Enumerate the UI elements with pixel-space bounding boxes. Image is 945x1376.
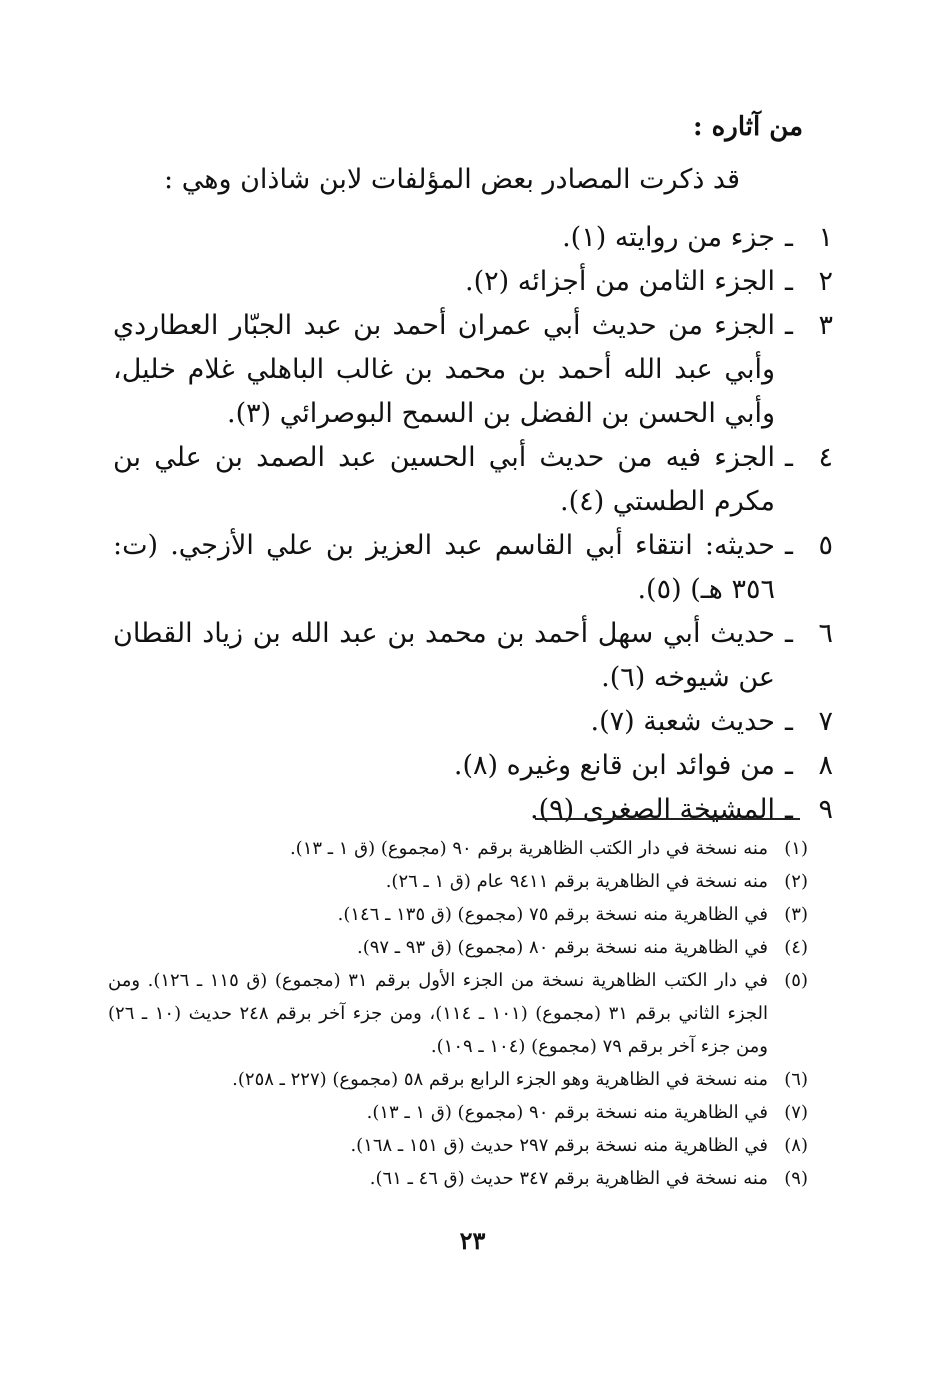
- work-dash: ـ: [785, 222, 793, 253]
- work-dash: ـ: [785, 750, 793, 781]
- footnote-item: [108, 865, 808, 898]
- footnote-item: [108, 931, 808, 964]
- work-dash: ـ: [785, 706, 793, 737]
- footnote-item: [108, 898, 808, 931]
- footnote-text: في دار الكتب الظاهرية نسخة من الجزء الأول برقم ٣١ (مجموع) (ق ١١٥ ـ ١٢٦). ومن الجزء الثاني برقم ٣١ (مجموع) (١٠١ ـ ١١٤)، ومن جزء آخر برقم ٢٤٨ حديث (١٠ ـ ٢٦) ومن جزء آخر برقم ٧٩ (مجموع) (١٠٤ ـ ١٠٩).: [108, 970, 769, 1057]
- footnote-text: منه نسخة في الظاهرية برقم ٩٤١١ عام (ق ١ ـ ٢٦).: [385, 871, 768, 892]
- work-dash: ـ: [785, 266, 793, 297]
- work-number: ٧: [818, 706, 833, 737]
- footnote-text: في الظاهرية منه نسخة برقم ٨٠ (مجموع) (ق ٩٣ ـ ٩٧).: [356, 937, 768, 958]
- footnote-item: [108, 1162, 808, 1195]
- work-text: حديثه: انتقاء أبي القاسم عبد العزيز بن علي الأزجي. (ت: ٣٥٦ هـ) (٥).: [113, 530, 775, 605]
- footnote-text: منه نسخة في الظاهرية برقم ٣٤٧ حديث (ق ٤٦ ـ ٦١).: [369, 1168, 768, 1189]
- works-list: [113, 216, 833, 832]
- footnote-text: منه نسخة في دار الكتب الظاهرية برقم ٩٠ (مجموع) (ق ١ ـ ١٣).: [289, 838, 768, 859]
- footnote-divider: [535, 818, 800, 820]
- work-number: ١: [818, 222, 833, 253]
- work-item: [113, 260, 833, 304]
- work-number: ٩: [818, 794, 833, 825]
- work-item: [113, 436, 833, 524]
- footnote-marker: (٢): [784, 871, 808, 892]
- footnote-item: [108, 1129, 808, 1162]
- footnote-item: [108, 1063, 808, 1096]
- work-item: [113, 744, 833, 788]
- footnote-marker: (٩): [784, 1168, 808, 1189]
- work-text: حديث أبي سهل أحمد بن محمد بن عبد الله بن زياد القطان عن شيوخه (٦).: [113, 618, 775, 693]
- work-text: من فوائد ابن قانع وغيره (٨).: [453, 750, 775, 781]
- footnote-text: في الظاهرية منه نسخة برقم ٩٠ (مجموع) (ق ١ ـ ١٣).: [366, 1102, 768, 1123]
- work-item: [113, 524, 833, 612]
- footnote-item: [108, 832, 808, 865]
- page-number: ٢٣: [459, 1226, 486, 1255]
- work-number: ٥: [818, 530, 833, 561]
- footnote-item: [108, 1096, 808, 1129]
- work-dash: ـ: [785, 442, 793, 473]
- footnote-marker: (٤): [784, 937, 808, 958]
- work-dash: ـ: [785, 310, 793, 341]
- footnote-marker: (٦): [784, 1069, 808, 1090]
- work-number: ٦: [818, 618, 833, 649]
- work-dash: ـ: [785, 530, 793, 561]
- footnote-text: منه نسخة في الظاهرية وهو الجزء الرابع برقم ٥٨ (مجموع) (٢٢٧ ـ ٢٥٨).: [232, 1069, 768, 1090]
- work-text: الجزء الثامن من أجزائه (٢).: [465, 266, 775, 297]
- work-dash: ـ: [785, 618, 793, 649]
- work-number: ٤: [818, 442, 833, 473]
- work-text: جزء من روايته (١).: [562, 222, 775, 253]
- work-item: [113, 304, 833, 436]
- work-item: [113, 612, 833, 700]
- work-text: المشيخة الصغرى (٩).: [529, 794, 775, 825]
- footnote-marker: (٣): [784, 904, 808, 925]
- footnote-text: في الظاهرية منه نسخة برقم ٢٩٧ حديث (ق ١٥١ ـ ١٦٨).: [350, 1135, 768, 1156]
- footnote-marker: (١): [784, 838, 808, 859]
- footnote-item: [108, 964, 808, 1063]
- work-number: ٨: [818, 750, 833, 781]
- work-dash: ـ: [785, 794, 793, 825]
- section-heading: من آثاره :: [693, 112, 803, 142]
- work-item: [113, 788, 833, 832]
- work-item: [113, 700, 833, 744]
- work-number: ٢: [818, 266, 833, 297]
- footnotes-list: [108, 832, 808, 1195]
- work-text: الجزء من حديث أبي عمران أحمد بن عبد الجبّار العطاردي وأبي عبد الله أحمد بن محمد بن غالب الباهلي غلام خليل، وأبي الحسن بن الفضل بن السمح البوصرائي (٣).: [113, 310, 775, 429]
- footnote-marker: (٧): [784, 1102, 808, 1123]
- work-item: [113, 216, 833, 260]
- work-text: حديث شعبة (٧).: [590, 706, 775, 737]
- footnote-text: في الظاهرية منه نسخة برقم ٧٥ (مجموع) (ق ١٣٥ ـ ١٤٦).: [337, 904, 768, 925]
- footnote-marker: (٥): [784, 970, 808, 991]
- work-text: الجزء فيه من حديث أبي الحسين عبد الصمد بن علي بن مكرم الطستي (٤).: [113, 442, 775, 517]
- intro-paragraph: قد ذكرت المصادر بعض المؤلفات لابن شاذان وهي :: [164, 164, 740, 195]
- footnote-marker: (٨): [784, 1135, 808, 1156]
- work-number: ٣: [818, 310, 833, 341]
